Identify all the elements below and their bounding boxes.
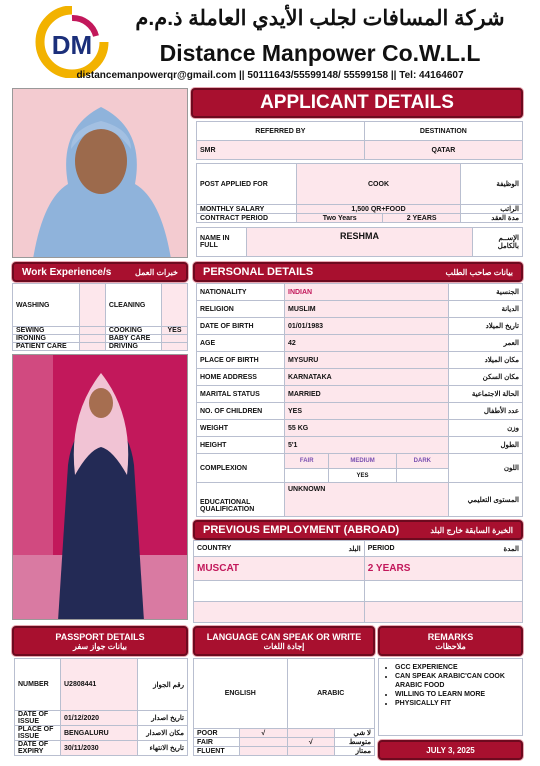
- salary-label-ar: الراتب: [461, 205, 523, 214]
- english-label: ENGLISH: [194, 659, 288, 729]
- personal-label: WEIGHT: [197, 420, 285, 437]
- passport-label: DATE OF ISSUE: [15, 711, 61, 726]
- personal-label: RELIGION: [197, 301, 285, 318]
- personal-row: [197, 352, 523, 369]
- previous-employment-title: PREVIOUS EMPLOYMENT (ABROAD): [203, 524, 400, 536]
- referred-by-label: REFERRED BY: [197, 122, 365, 141]
- work-skill-value: YES: [162, 327, 188, 335]
- arabic-label: ARABIC: [287, 659, 375, 729]
- complexion-row: [197, 454, 523, 469]
- language-title-ar: إجادة اللغات: [263, 641, 305, 651]
- company-name-english: Distance Manpower Co.W.L.L: [159, 40, 481, 66]
- work-skill-value: [79, 327, 105, 335]
- personal-label-ar: مكان السكن: [449, 369, 523, 386]
- english-level-mark: [240, 747, 288, 756]
- work-skill-label: IRONING: [13, 335, 80, 343]
- post-label: POST APPLIED FOR: [197, 164, 297, 205]
- work-row: [13, 343, 188, 351]
- period-value-number: 2 YEARS: [383, 214, 461, 223]
- personal-details-table: [196, 283, 523, 516]
- personal-label: NATIONALITY: [197, 284, 285, 301]
- work-skill-value: [79, 284, 105, 327]
- personal-label: HOME ADDRESS: [197, 369, 285, 386]
- passport-row: [15, 726, 188, 741]
- passport-row: [15, 711, 188, 726]
- destination-value: QATAR: [364, 141, 522, 160]
- name-label-ar: الإســم بالكامل: [473, 228, 523, 257]
- personal-label-ar: الطول: [449, 437, 523, 454]
- passport-details-header: [12, 626, 188, 656]
- language-level-label-ar: متوسط: [335, 738, 375, 747]
- english-level-mark: [240, 738, 288, 747]
- previous-country-value: MUSCAT: [194, 557, 365, 581]
- complexion-label-ar: اللون: [449, 454, 523, 483]
- personal-value: MARRIED: [285, 386, 449, 403]
- referred-by-value: SMR: [197, 141, 365, 160]
- passport-label-ar: رقم الجواز: [138, 659, 188, 711]
- remark-item: • PHYSICALLY FIT: [395, 699, 516, 708]
- language-header: [193, 626, 375, 656]
- company-logo: [34, 6, 110, 78]
- work-skill-value: [79, 335, 105, 343]
- work-skill-value: [162, 343, 188, 351]
- name-label: NAME IN FULL: [197, 228, 247, 257]
- personal-label: MARITAL STATUS: [197, 386, 285, 403]
- previous-employment-header: [193, 520, 523, 540]
- passport-value: U2808441: [61, 659, 138, 711]
- language-table: [193, 658, 375, 756]
- salary-value: 1,500 QR+FOOD: [297, 205, 461, 214]
- language-title: LANGUAGE CAN SPEAK OR WRITE: [206, 631, 362, 642]
- passport-label: NUMBER: [15, 659, 61, 711]
- language-level-label: FAIR: [194, 738, 240, 747]
- remarks-title-ar: ملاحظات: [435, 641, 466, 651]
- job-table: [196, 163, 523, 223]
- country-label: COUNTRY البلد: [194, 541, 365, 557]
- company-contact: distancemanpowerqr@gmail.com || 50111643/55599148/ 55599158 || Tel: 44164607: [76, 70, 464, 81]
- passport-value: 30/11/2030: [61, 741, 138, 756]
- personal-value: 5'1: [285, 437, 449, 454]
- education-row: [197, 483, 523, 517]
- personal-label: NO. OF CHILDREN: [197, 403, 285, 420]
- personal-label-ar: مكان الميلاد: [449, 352, 523, 369]
- work-skill-label: DRIVING: [105, 343, 161, 351]
- referral-table: [196, 121, 523, 159]
- previous-employment-title-ar: الخبرة السابقة خارج البلد: [430, 525, 513, 535]
- personal-value: KARNATAKA: [285, 369, 449, 386]
- personal-row: [197, 369, 523, 386]
- previous-employment-table: [193, 540, 523, 622]
- remark-item: • GCC EXPERIENCE: [395, 663, 516, 672]
- personal-label-ar: الحالة الاجتماعية: [449, 386, 523, 403]
- work-skill-value: [162, 335, 188, 343]
- personal-details-title-ar: بيانات صاحب الطلب: [445, 267, 513, 277]
- personal-label-ar: الديانة: [449, 301, 523, 318]
- previous-period-value: 2 YEARS: [364, 557, 522, 581]
- passport-value: 01/12/2020: [61, 711, 138, 726]
- work-experience-table: [12, 283, 188, 351]
- language-level-label-ar: ممتاز: [335, 747, 375, 756]
- education-label-ar: المستوى التعليمي: [449, 483, 523, 517]
- personal-row: [197, 301, 523, 318]
- remark-item: • CAN SPEAK ARABIC'CAN COOK ARABIC FOOD: [395, 672, 516, 690]
- work-skill-value: [79, 343, 105, 351]
- language-row: [194, 738, 375, 747]
- language-level-label-ar: لا شي: [335, 729, 375, 738]
- arabic-level-mark: √: [287, 738, 335, 747]
- passport-details-title: PASSPORT DETAILS: [55, 631, 145, 642]
- passport-value: BENGALURU: [61, 726, 138, 741]
- passport-table: [14, 658, 188, 756]
- arabic-level-mark: [287, 747, 335, 756]
- complexion-mark-cell: [285, 469, 329, 483]
- language-header-row: [194, 659, 375, 729]
- company-name-arabic: شركة المسافات لجلب الأيدي العاملة ذ.م.م: [135, 7, 505, 30]
- logo-text: DM: [51, 30, 93, 60]
- passport-label-ar: تاريخ الانتهاء: [138, 741, 188, 756]
- work-skill-label: SEWING: [13, 327, 80, 335]
- previous-empty-cell: [194, 602, 365, 623]
- personal-row: [197, 386, 523, 403]
- work-row: [13, 327, 188, 335]
- personal-label: AGE: [197, 335, 285, 352]
- personal-row: [197, 335, 523, 352]
- passport-row: [15, 659, 188, 711]
- personal-row: [197, 318, 523, 335]
- personal-value: INDIAN: [285, 284, 449, 301]
- work-skill-label: PATIENT CARE: [13, 343, 80, 351]
- period-label: CONTRACT PERIOD: [197, 214, 297, 223]
- personal-value: YES: [285, 403, 449, 420]
- work-experience-title-ar: خبرات العمل: [135, 267, 178, 277]
- work-skill-label: BABY CARE: [105, 335, 161, 343]
- personal-label-ar: الجنسية: [449, 284, 523, 301]
- personal-row: [197, 284, 523, 301]
- personal-value: 55 KG: [285, 420, 449, 437]
- post-value: COOK: [297, 164, 461, 205]
- work-skill-value: [162, 284, 188, 327]
- applicant-full-body-photo: [12, 354, 188, 620]
- passport-label: PLACE OF ISSUE: [15, 726, 61, 741]
- work-skill-label: WASHING: [13, 284, 80, 327]
- complexion-option: MEDIUM: [329, 454, 396, 469]
- education-label: EDUCATIONAL QUALIFICATION: [197, 483, 285, 517]
- personal-row: [197, 403, 523, 420]
- previous-empty-cell: [194, 581, 365, 602]
- period-label-ar: مدة العقد: [461, 214, 523, 223]
- complexion-mark: YES: [329, 469, 396, 483]
- passport-label-ar: مكان الاصدار: [138, 726, 188, 741]
- complexion-option: FAIR: [285, 454, 329, 469]
- previous-empty-cell: [364, 602, 522, 623]
- remarks-title: REMARKS: [427, 631, 474, 642]
- education-value: UNKNOWN: [285, 483, 449, 517]
- language-level-label: FLUENT: [194, 747, 240, 756]
- salary-label: MONTHLY SALARY: [197, 205, 297, 214]
- passport-label: DATE OF EXPIRY: [15, 741, 61, 756]
- post-label-ar: الوظيفة: [461, 164, 523, 205]
- remarks-box: [378, 658, 523, 736]
- document-date: JULY 3, 2025: [378, 740, 523, 760]
- language-row: [194, 747, 375, 756]
- personal-label-ar: وزن: [449, 420, 523, 437]
- work-skill-label: COOKING: [105, 327, 161, 335]
- personal-value: 01/01/1983: [285, 318, 449, 335]
- complexion-option: DARK: [396, 454, 448, 469]
- period-value-words: Two Years: [297, 214, 383, 223]
- personal-value: MUSLIM: [285, 301, 449, 318]
- work-row: [13, 284, 188, 327]
- work-skill-label: CLEANING: [105, 284, 161, 327]
- arabic-level-mark: [287, 729, 335, 738]
- name-table: [196, 227, 523, 257]
- complexion-mark-cell: [396, 469, 448, 483]
- work-experience-header: [12, 262, 188, 282]
- passport-details-title-ar: بيانات جواز سفر: [72, 641, 128, 651]
- passport-label-ar: تاريخ اصدار: [138, 711, 188, 726]
- personal-label-ar: تاريخ الميلاد: [449, 318, 523, 335]
- complexion-label: COMPLEXION: [197, 454, 285, 483]
- language-row: [194, 729, 375, 738]
- personal-value: 42: [285, 335, 449, 352]
- personal-details-title: PERSONAL DETAILS: [203, 266, 314, 278]
- personal-row: [197, 437, 523, 454]
- period-label-prev: PERIOD المدة: [364, 541, 522, 557]
- work-row: [13, 335, 188, 343]
- personal-row: [197, 420, 523, 437]
- personal-label-ar: العمر: [449, 335, 523, 352]
- english-level-mark: √: [240, 729, 288, 738]
- destination-label: DESTINATION: [364, 122, 522, 141]
- passport-row: [15, 741, 188, 756]
- work-experience-title: Work Experience/s: [22, 266, 112, 278]
- personal-value: MYSURU: [285, 352, 449, 369]
- personal-label: PLACE OF BIRTH: [197, 352, 285, 369]
- applicant-portrait-photo: [12, 88, 188, 258]
- remarks-header: [378, 626, 523, 656]
- previous-empty-cell: [364, 581, 522, 602]
- personal-label: HEIGHT: [197, 437, 285, 454]
- applicant-details-title: APPLICANT DETAILS: [191, 88, 523, 118]
- personal-details-header: [193, 262, 523, 282]
- remark-item: • WILLING TO LEARN MORE: [395, 690, 516, 699]
- personal-label-ar: عدد الأطفال: [449, 403, 523, 420]
- language-level-label: POOR: [194, 729, 240, 738]
- personal-label: DATE OF BIRTH: [197, 318, 285, 335]
- name-value: RESHMA: [247, 228, 473, 257]
